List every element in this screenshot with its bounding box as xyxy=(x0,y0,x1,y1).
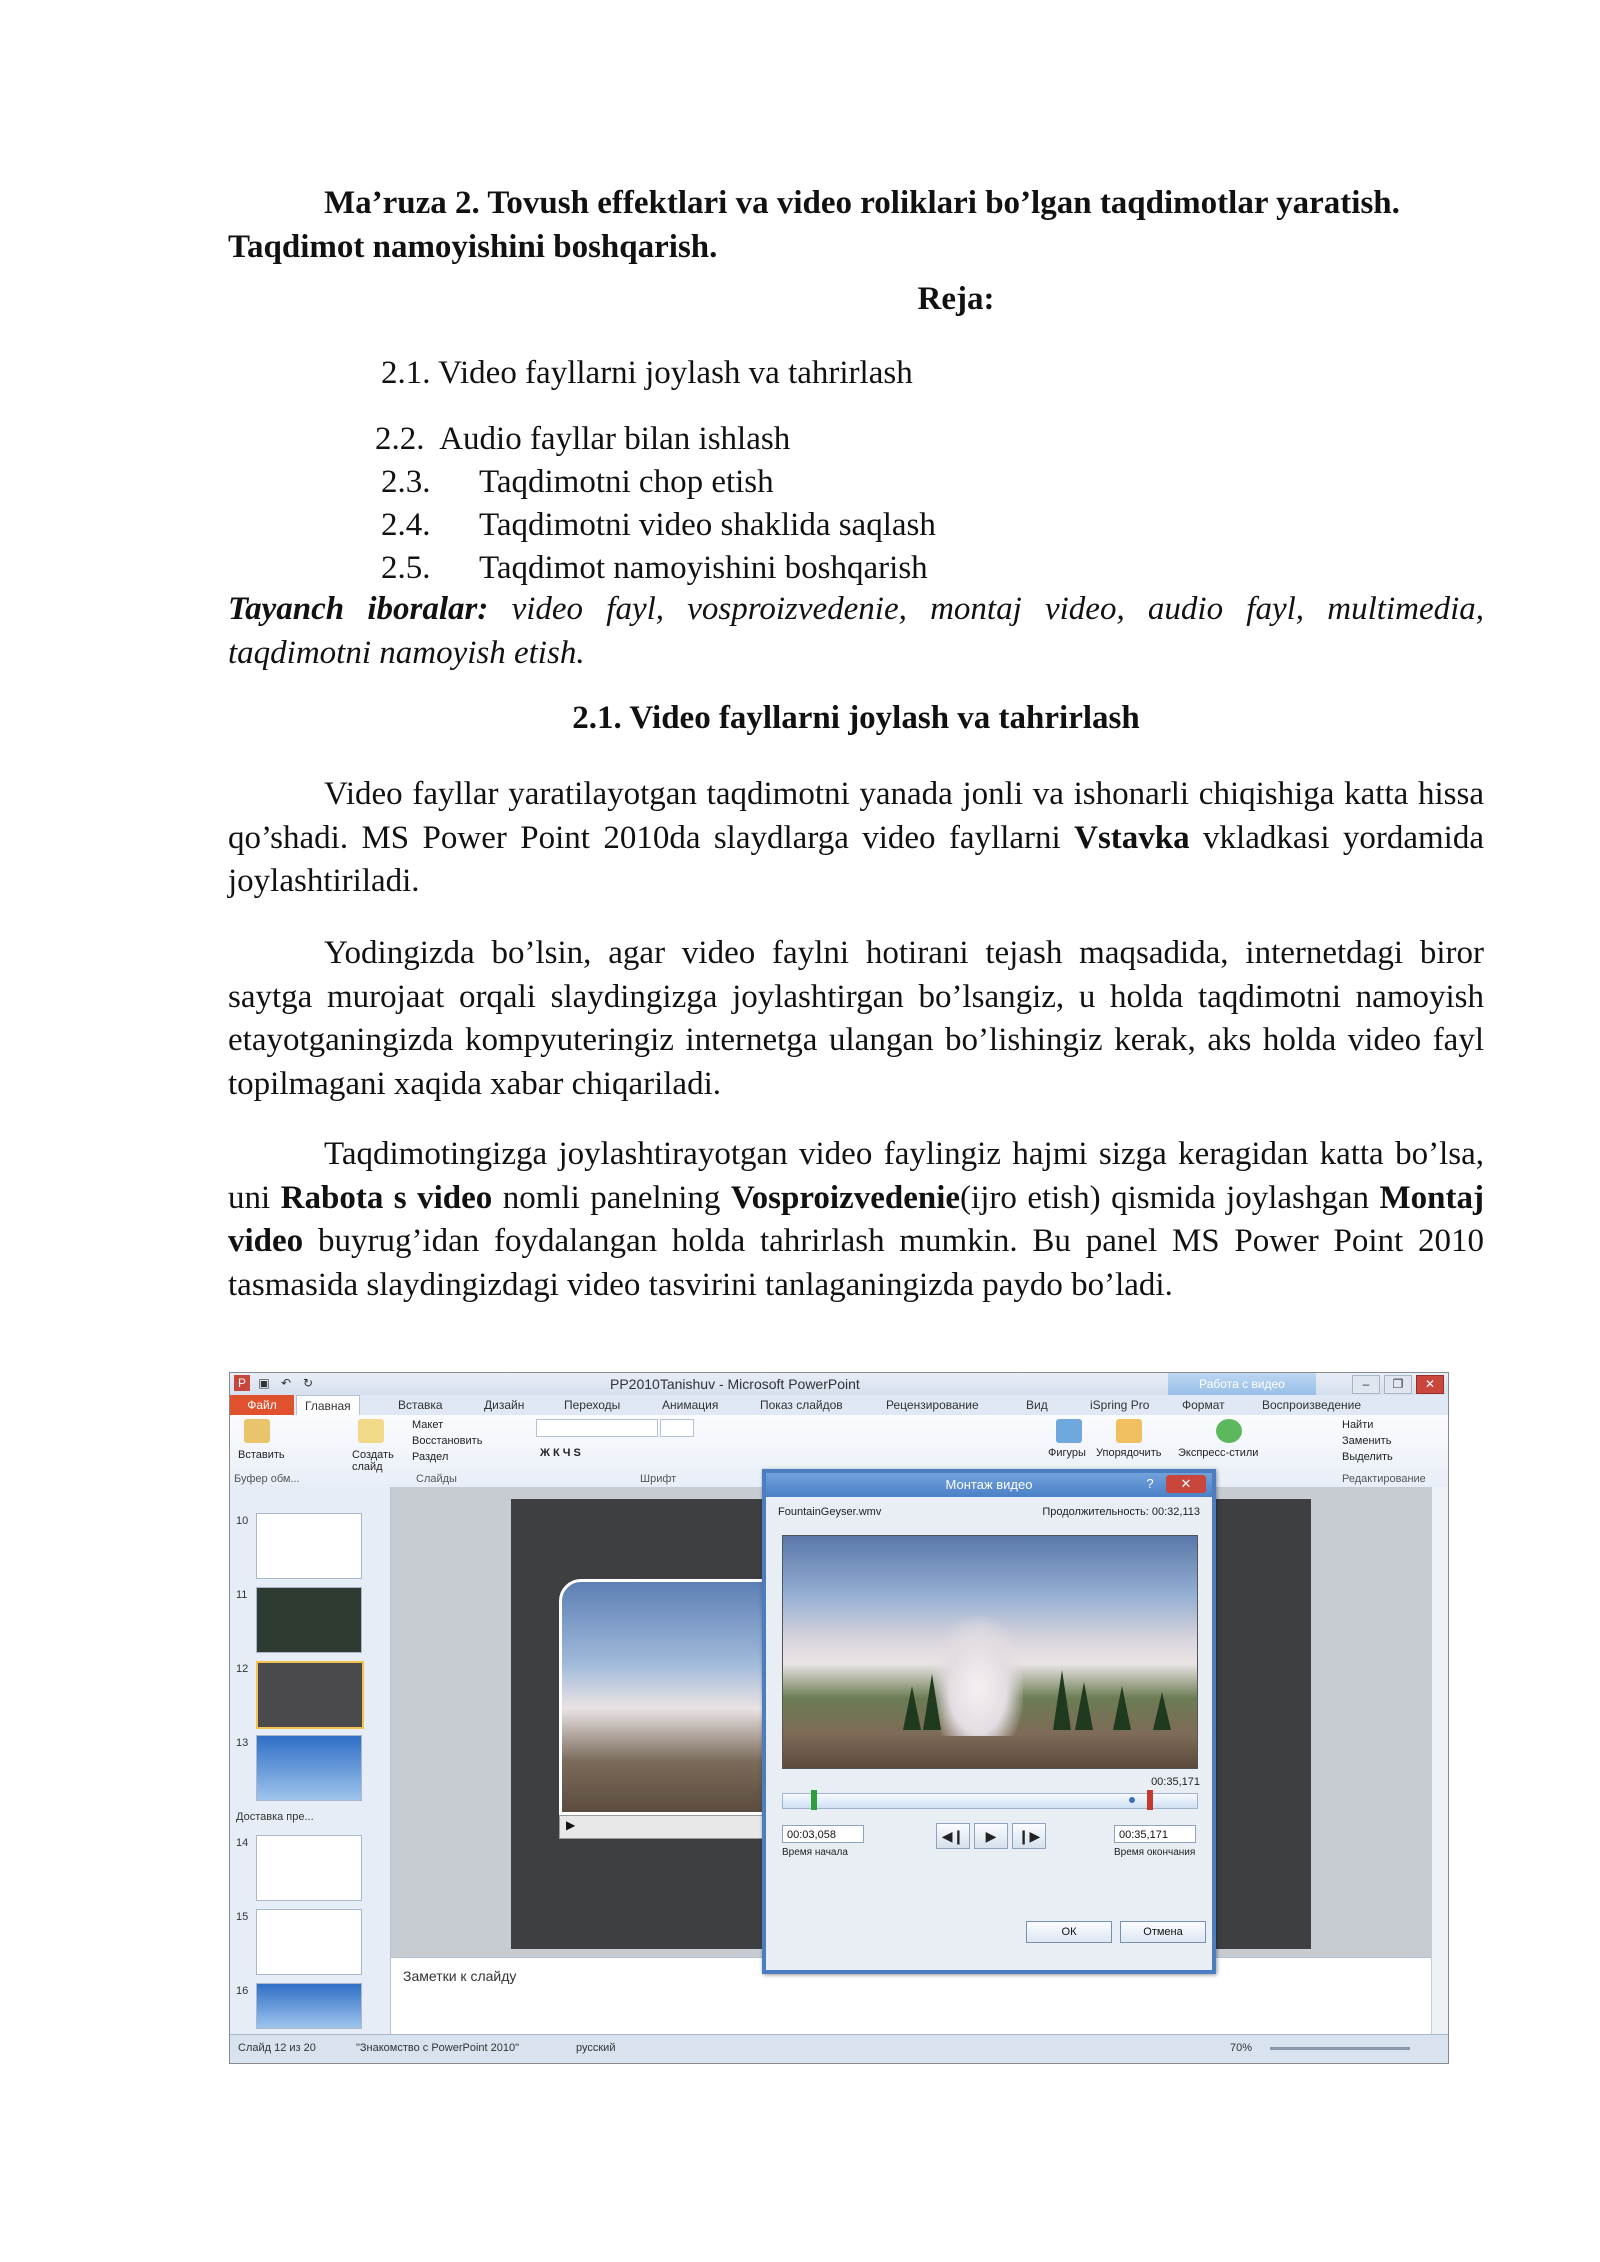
tab-format[interactable]: Формат xyxy=(1182,1398,1225,1412)
next-frame-button[interactable]: ❙▶ xyxy=(1012,1823,1046,1849)
keywords-label: Tayanch iboralar: xyxy=(228,591,489,627)
font-name-box[interactable] xyxy=(536,1419,658,1437)
thumbnail-number: 10 xyxy=(236,1515,249,1527)
arrange-button[interactable]: Упорядочить xyxy=(1096,1447,1162,1459)
find-button[interactable]: Найти xyxy=(1342,1419,1374,1431)
end-time-readout: 00:35,171 xyxy=(1151,1776,1200,1788)
slide-thumbnail[interactable] xyxy=(256,1735,362,1801)
redo-icon[interactable]: ↻ xyxy=(302,1376,314,1390)
restore-button[interactable]: ❐ xyxy=(1384,1375,1412,1394)
plan-item-number: 2.5. xyxy=(381,550,431,586)
thumbnail-number: 16 xyxy=(236,1985,249,1997)
quick-access-toolbar xyxy=(234,1375,316,1391)
font-size-box[interactable] xyxy=(660,1419,694,1437)
start-marker-handle[interactable] xyxy=(811,1790,817,1810)
thumbnail-number: 11 xyxy=(236,1589,248,1601)
help-icon[interactable]: ? xyxy=(1146,1476,1154,1491)
geyser-steam xyxy=(933,1616,1023,1736)
zoom-slider[interactable] xyxy=(1270,2047,1410,2050)
quick-styles-button[interactable]: Экспресс-стили xyxy=(1178,1447,1259,1459)
section-heading: 2.1. Video fayllarni joylash va tahrirlash xyxy=(572,700,1140,736)
notes-placeholder: Заметки к слайду xyxy=(403,1968,517,1984)
previous-frame-button[interactable]: ◀❙ xyxy=(936,1823,970,1849)
slide-thumbnail[interactable] xyxy=(256,1909,362,1975)
arrange-icon[interactable] xyxy=(1116,1419,1142,1443)
plan-item-text: Taqdimotni chop etish xyxy=(479,464,774,500)
tree-shape xyxy=(1113,1686,1131,1730)
plan-item-text: Audio fayllar bilan ishlash xyxy=(439,421,791,457)
plan-item-number: 2.1. xyxy=(381,355,431,391)
quick-styles-icon[interactable] xyxy=(1216,1419,1242,1443)
video-preview xyxy=(782,1535,1198,1769)
slide-thumbnail[interactable] xyxy=(256,1835,362,1901)
paragraph-text: Video fayllar yaratilayotgan taqdimotni yanada jonli va ishonarli chiqishiga katta hissa qo’shadi. MS Power Point 2010da slaydlarga video fayllarni xyxy=(228,776,1484,856)
trim-timeline[interactable] xyxy=(782,1793,1198,1809)
plan-item-text: Taqdimot namoyishini boshqarish xyxy=(479,550,928,586)
dialog-close-button[interactable]: ✕ xyxy=(1166,1475,1206,1493)
powerpoint-screenshot xyxy=(229,1372,1449,2064)
paste-button[interactable]: Вставить xyxy=(238,1449,285,1461)
tab-design[interactable]: Дизайн xyxy=(484,1398,525,1412)
dialog-title: Монтаж видео xyxy=(766,1473,1212,1497)
keywords-text: video fayl, vosproizvedenie, montaj video, audio fayl, multimedia, taqdimotni namoyish etish. xyxy=(228,591,1485,671)
tree-shape xyxy=(923,1674,941,1730)
slide-counter: Слайд 12 из 20 xyxy=(238,2042,316,2054)
tab-review[interactable]: Рецензирование xyxy=(886,1398,979,1412)
replace-button[interactable]: Заменить xyxy=(1342,1435,1392,1447)
paragraph-text: (ijro etish) qismida joylashgan xyxy=(960,1179,1380,1216)
plan-item-number: 2.4. xyxy=(381,507,431,543)
thumbnail-number: 15 xyxy=(236,1911,249,1923)
save-icon[interactable]: ▣ xyxy=(258,1376,270,1390)
play-button[interactable]: ▶ xyxy=(974,1823,1008,1849)
close-window-button[interactable]: ✕ xyxy=(1416,1375,1444,1394)
video-tools-context-tab: Работа с видео xyxy=(1168,1373,1316,1395)
tab-playback[interactable]: Воспроизведение xyxy=(1262,1398,1362,1412)
tree-shape xyxy=(1075,1682,1093,1730)
paragraph-text: nomli panelning xyxy=(492,1179,731,1216)
tab-slideshow[interactable]: Показ слайдов xyxy=(760,1398,843,1412)
reset-button[interactable]: Восстановить xyxy=(412,1435,483,1447)
slides-group-label: Слайды xyxy=(416,1473,457,1485)
keywords-paragraph xyxy=(228,588,1484,675)
zoom-level[interactable]: 70% xyxy=(1230,2042,1253,2054)
thumbnail-number: 14 xyxy=(236,1837,249,1849)
editing-group-label: Редактирование xyxy=(1342,1473,1426,1485)
new-slide-icon[interactable] xyxy=(358,1419,384,1443)
duration-label: Продолжительность: xyxy=(1042,1506,1149,1518)
shapes-icon[interactable] xyxy=(1056,1419,1082,1443)
paragraph-1 xyxy=(228,773,1484,904)
plan-item xyxy=(381,547,928,590)
paste-icon[interactable] xyxy=(244,1419,270,1443)
paragraph-2: Yodingizda bo’lsin, agar video faylni hotirani tejash maqsadida, internetdagi biror saytga murojaat orqali slaydingizga joylashtirgan bo’lsangiz, u holda taqdimotni namoyish etayotganingizda kompyuteringiz internetga ulangan bo’lishingiz kerak, aks holda video fayl topilmagani xaqida xabar chiqariladi. xyxy=(228,935,1484,1102)
ribbon-tabs xyxy=(230,1395,1448,1415)
clipboard-group-label: Буфер обм... xyxy=(234,1473,300,1485)
tree-shape xyxy=(903,1686,921,1730)
section-button[interactable]: Раздел xyxy=(412,1451,449,1463)
plan-heading: Reja: xyxy=(917,281,995,317)
select-button[interactable]: Выделить xyxy=(1342,1451,1393,1463)
plan-item-number: 2.3. xyxy=(381,464,431,500)
language-indicator[interactable]: русский xyxy=(576,2042,616,2054)
bold-icon[interactable]: Ж К Ч S xyxy=(540,1447,581,1459)
playhead[interactable] xyxy=(1129,1797,1135,1803)
slide-thumbnail[interactable] xyxy=(256,1983,362,2029)
slide-thumbnail[interactable] xyxy=(256,1513,362,1579)
slide-thumbnail[interactable] xyxy=(256,1587,362,1653)
trim-video-dialog xyxy=(762,1469,1216,1974)
bold-term: Rabota s video xyxy=(280,1179,493,1216)
duration-readout xyxy=(1042,1506,1200,1518)
powerpoint-logo-icon: P xyxy=(234,1375,250,1391)
window-title: PP2010Tanishuv - Microsoft PowerPoint xyxy=(610,1376,860,1392)
vertical-scrollbar[interactable] xyxy=(1431,1487,1448,2035)
end-time-label: Время окончания xyxy=(1114,1847,1196,1858)
lecture-title: Ma’ruza 2. Tovush effektlari va video roliklari bo’lgan taqdimotlar yaratish. Taqdimot namoyishini boshqarish. xyxy=(228,185,1400,265)
section-label[interactable]: Доставка пре... xyxy=(236,1811,314,1823)
theme-name: "Знакомство с PowerPoint 2010" xyxy=(356,2042,520,2054)
plan-item xyxy=(381,352,913,395)
plan-item xyxy=(375,418,790,461)
tab-insert[interactable]: Вставка xyxy=(398,1398,443,1412)
slide-thumbnails-panel xyxy=(230,1487,391,2035)
slide-thumbnail-selected[interactable] xyxy=(256,1661,364,1729)
paragraph-text: Taqdimotingizga joylashtirayotgan video faylingiz hajmi sizga keragidan katta bo’lsa, uni xyxy=(228,1136,1484,1216)
tab-file[interactable]: Файл xyxy=(230,1395,294,1415)
bold-term: Vosproizvedenie xyxy=(730,1179,961,1216)
new-slide-button[interactable]: Создать слайд xyxy=(352,1449,394,1473)
paragraph-text: vkladkasi yordamida joylashtiriladi. xyxy=(228,819,1484,899)
duration-value: 00:32,113 xyxy=(1151,1506,1200,1518)
title-bar xyxy=(230,1373,1448,1396)
plan-item-text: Taqdimotni video shaklida saqlash xyxy=(479,507,936,543)
tab-home[interactable]: Главная xyxy=(296,1395,360,1416)
layout-button[interactable]: Макет xyxy=(412,1419,444,1431)
video-file-name: FountainGeyser.wmv xyxy=(778,1506,882,1518)
tree-shape xyxy=(1153,1692,1171,1730)
shapes-button[interactable]: Фигуры xyxy=(1048,1447,1086,1459)
bold-term: Montaj video xyxy=(228,1179,1485,1259)
start-time-label: Время начала xyxy=(782,1847,848,1858)
plan-item xyxy=(381,504,936,547)
tab-view[interactable]: Вид xyxy=(1026,1398,1048,1412)
bold-term: Vstavka xyxy=(1074,819,1190,856)
undo-icon[interactable]: ↶ xyxy=(280,1376,292,1390)
window-controls xyxy=(1352,1375,1444,1394)
end-time-field[interactable]: 00:35,171 xyxy=(1114,1825,1196,1843)
tab-ispring[interactable]: iSpring Pro xyxy=(1090,1398,1150,1412)
minimize-button[interactable]: – xyxy=(1352,1375,1380,1394)
font-group-label: Шрифт xyxy=(640,1473,677,1485)
end-marker-handle[interactable] xyxy=(1147,1790,1153,1810)
paragraph-3 xyxy=(228,1133,1484,1307)
plan-item xyxy=(381,461,774,504)
plan-item-number: 2.2. xyxy=(375,421,425,457)
status-bar xyxy=(230,2034,1448,2063)
cancel-button[interactable]: Отмена xyxy=(1120,1921,1206,1943)
start-time-field[interactable]: 00:03,058 xyxy=(782,1825,864,1843)
ok-button[interactable]: ОК xyxy=(1026,1921,1112,1943)
thumbnail-number: 12 xyxy=(236,1663,249,1675)
paragraph-text: buyrug’idan foydalangan holda tahrirlash mumkin. Bu panel MS Power Point 2010 tasmasida slaydingizdagi video tasvirini tanlaganingizda paydo bo’ladi. xyxy=(228,1223,1484,1303)
play-icon[interactable]: ▶ xyxy=(566,1818,576,1832)
tree-shape xyxy=(1053,1670,1071,1730)
thumbnail-number: 13 xyxy=(236,1737,249,1749)
tab-animation[interactable]: Анимация xyxy=(662,1398,719,1412)
plan-item-text: Video fayllarni joylash va tahrirlash xyxy=(438,355,913,391)
tab-transitions[interactable]: Переходы xyxy=(564,1398,621,1412)
